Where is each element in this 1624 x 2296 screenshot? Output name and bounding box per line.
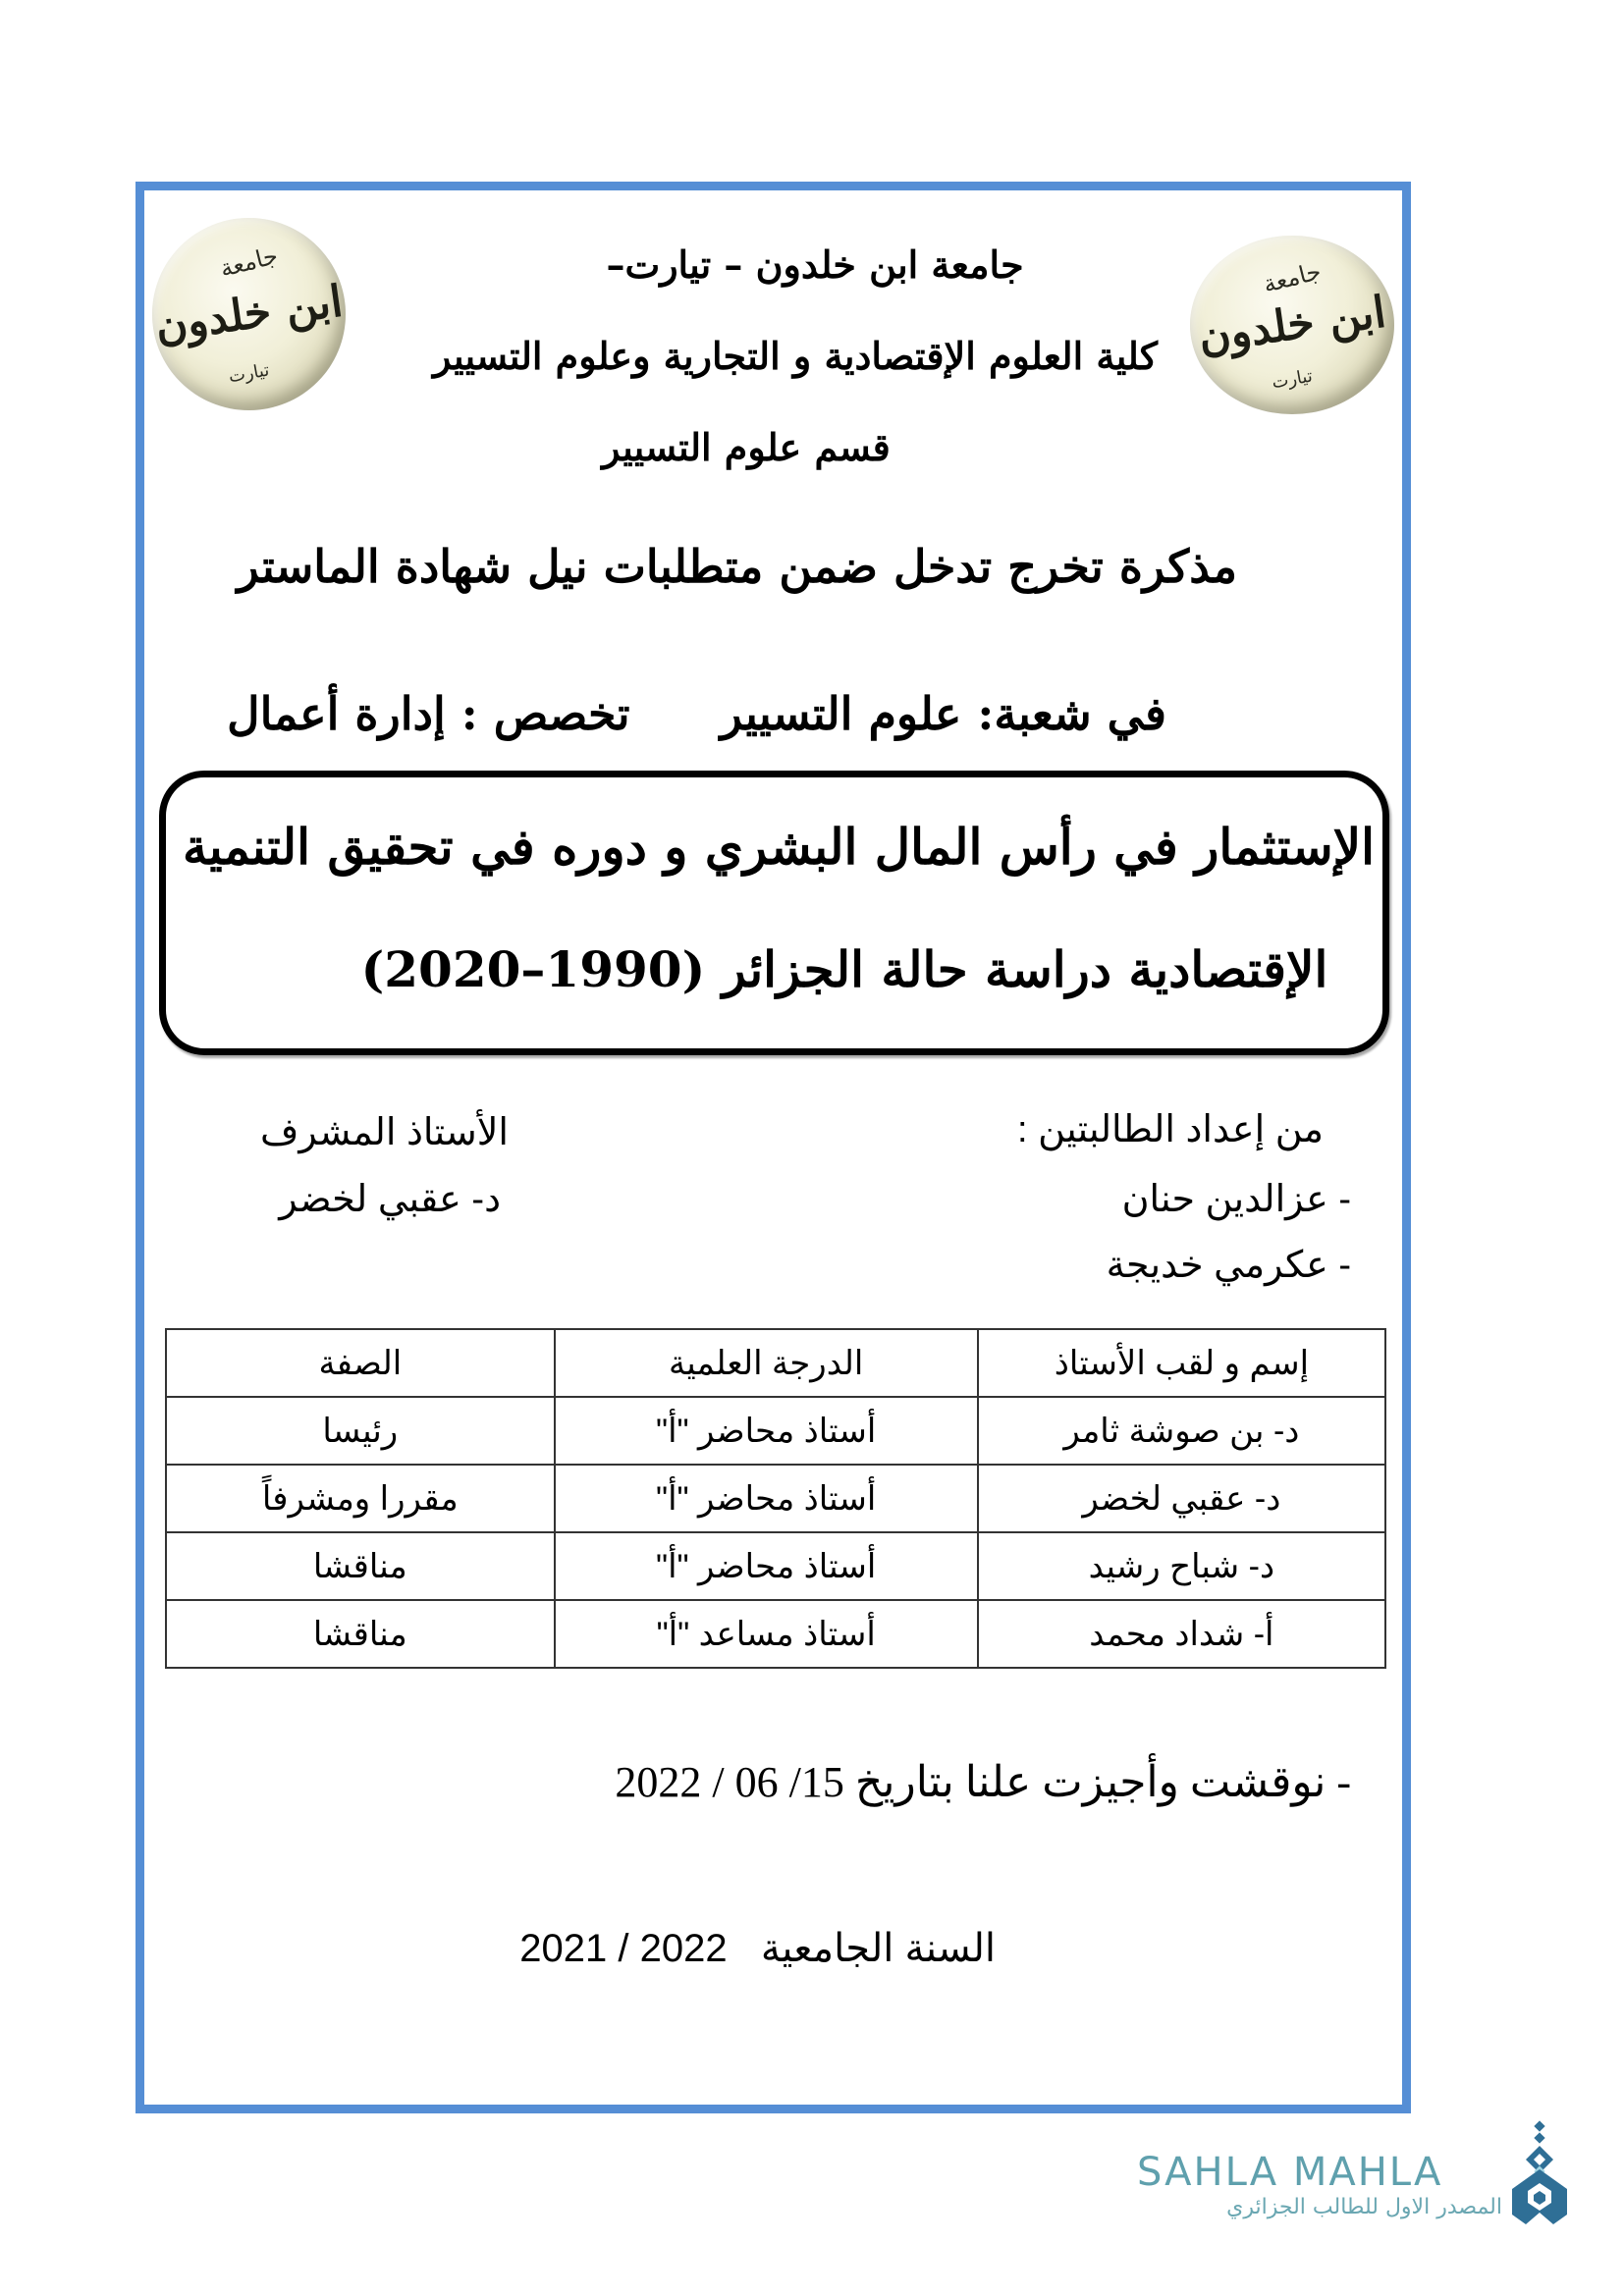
- academic-year-value: 2021 / 2022: [519, 1927, 728, 1970]
- specialty-label: تخصص :: [460, 687, 630, 740]
- department-name: قسم علوم التسيير: [602, 425, 891, 469]
- supervisor-label: الأستاذ المشرف: [260, 1112, 509, 1153]
- university-seal-icon: ابن خلدون: [1195, 287, 1389, 363]
- jury-table: [165, 1328, 1386, 1669]
- jury-role: مقررا ومشرفاً: [166, 1465, 555, 1532]
- jury-grade: أستاذ محاضر "أ": [555, 1465, 978, 1532]
- seal-top-text: جامعة: [1260, 257, 1325, 298]
- branch-value: علوم التسيير: [720, 687, 962, 740]
- branch-specialty-line: [227, 682, 1166, 745]
- table-header-row: [166, 1329, 1385, 1397]
- sahla-mahla-logo-icon: [1506, 2120, 1577, 2226]
- table-row: [166, 1600, 1385, 1668]
- jury-role: رئيسا: [166, 1397, 555, 1465]
- jury-role: مناقشا: [166, 1532, 555, 1600]
- thesis-title-line-1: الإستثمار في رأس المال البشري و دوره في تحقيق التنمية: [182, 818, 1375, 876]
- seal-bottom-text: تيارت: [1270, 365, 1315, 393]
- watermark-tagline: المصدر الاول للطالب الجزائري: [1226, 2195, 1502, 2219]
- university-seal-right: [1190, 236, 1394, 414]
- header-name: إسم و لقب الأستاذ: [978, 1329, 1385, 1397]
- jury-name: د- عقبي لخضر: [978, 1465, 1385, 1532]
- jury-name: د- شباح رشيد: [978, 1532, 1385, 1600]
- jury-name: د- بن صوشة ثامر: [978, 1397, 1385, 1465]
- seal-bottom-text: تيارت: [227, 359, 271, 388]
- thesis-purpose: مذكرة تخرج تدخل ضمن متطلبات نيل شهادة الماستر: [237, 540, 1237, 593]
- thesis-title-line-2: الإقتصادية دراسة حالة الجزائر (1990–2020): [360, 940, 1328, 998]
- header-grade: الدرجة العلمية: [555, 1329, 978, 1397]
- academic-year-line: [519, 1920, 996, 1977]
- defense-date: - نوقشت وأجيزت علنا بتاريخ 15/ 06 / 2022: [615, 1758, 1351, 1806]
- table-row: [166, 1397, 1385, 1465]
- jury-name: أ- شداد محمد: [978, 1600, 1385, 1668]
- university-seal-icon: ابن خلدون: [152, 276, 346, 352]
- jury-grade: أستاذ مساعد "أ": [555, 1600, 978, 1668]
- university-seal-left: [152, 218, 346, 410]
- jury-grade: أستاذ محاضر "أ": [555, 1397, 978, 1465]
- academic-year-label: السنة الجامعية: [760, 1927, 996, 1970]
- header-role: الصفة: [166, 1329, 555, 1397]
- table-row: [166, 1465, 1385, 1532]
- specialty-value: إدارة أعمال: [227, 687, 446, 740]
- jury-grade: أستاذ محاضر "أ": [555, 1532, 978, 1600]
- students-label: من إعداد الطالبتين :: [1017, 1109, 1324, 1150]
- jury-role: مناقشا: [166, 1600, 555, 1668]
- watermark-brand: SAHLA MAHLA: [1137, 2150, 1443, 2195]
- supervisor-name: د- عقبي لخضر: [279, 1179, 501, 1220]
- faculty-name: كلية العلوم الإقتصادية و التجارية وعلوم التسيير: [433, 334, 1158, 378]
- student-name-2: - عكرمي خديجة: [1106, 1245, 1351, 1286]
- seal-top-text: جامعة: [217, 241, 281, 284]
- sahla-mahla-watermark: [1129, 2120, 1591, 2228]
- table-row: [166, 1532, 1385, 1600]
- university-name: جامعة ابن خلدون – تيارت–: [606, 242, 1024, 287]
- student-name-1: - عزالدين حنان: [1121, 1179, 1351, 1220]
- branch-label: في شعبة:: [977, 687, 1166, 740]
